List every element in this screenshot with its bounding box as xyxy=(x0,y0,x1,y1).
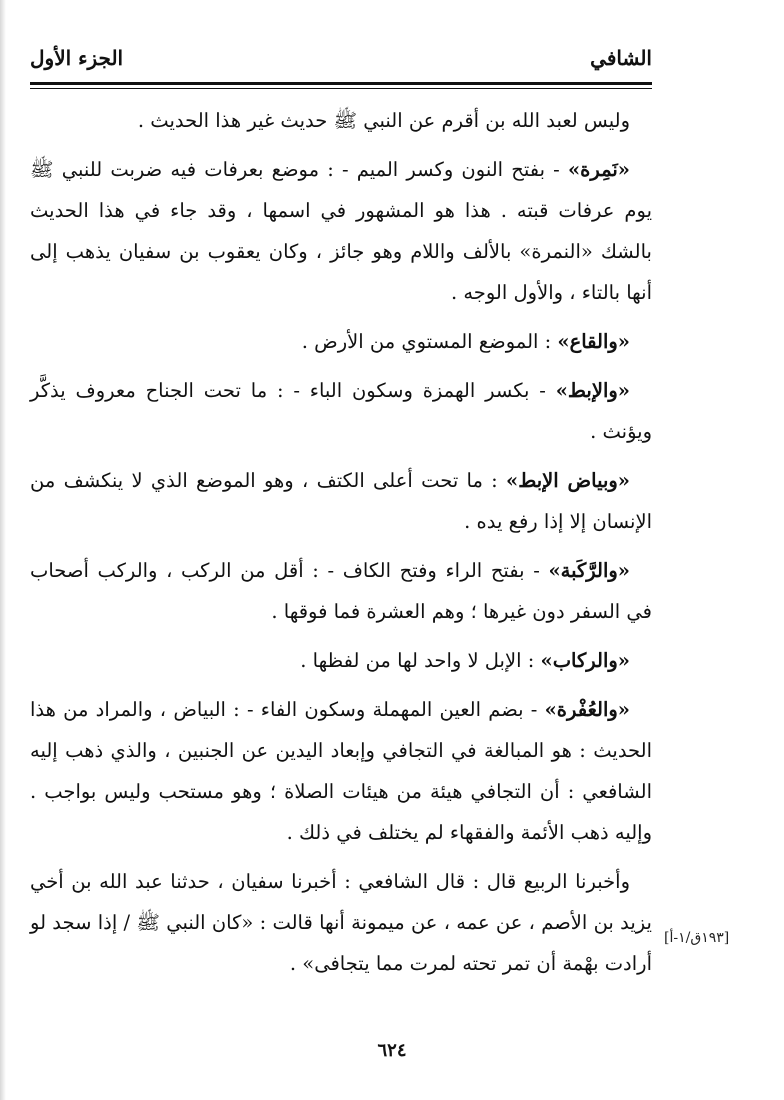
header-volume-label: الجزء الأول xyxy=(30,46,124,70)
paragraph xyxy=(30,861,652,984)
paragraph-text: وليس لعبد الله بن أقرم عن النبي ﷺ حديث غير هذا الحديث . xyxy=(137,109,630,132)
paragraph-text: : الموضع المستوي من الأرض . xyxy=(301,330,558,353)
paragraph xyxy=(30,100,652,141)
header-rule-thick xyxy=(30,82,652,85)
binding-edge xyxy=(0,0,6,1100)
running-header xyxy=(30,40,652,84)
header-rule-thin xyxy=(30,88,652,89)
paragraph-text: : الإبل لا واحد لها من لفظها . xyxy=(300,649,541,672)
paragraph xyxy=(30,370,652,452)
paragraph xyxy=(30,689,652,853)
paragraph-term: «والعُفْرة» xyxy=(544,698,630,721)
paragraph-text: - بفتح النون وكسر الميم - : موضع بعرفات فيه ضربت للنبي ﷺ يوم عرفات قبته . هذا هو المشهور في اسمها ، وقد جاء في هذا الحديث بالشك «النمرة» بالألف واللام وهو جائز ، وكان يعقوب بن سفيان يذهب إلى أنها بالتاء ، والأول الوجه . xyxy=(30,158,652,304)
page-number: ٦٢٤ xyxy=(377,1040,407,1061)
main-text xyxy=(30,100,652,992)
paragraph-term: «والإبط» xyxy=(555,379,630,402)
paragraph-term: «والرَّكَبة» xyxy=(548,559,630,582)
header-book-title: الشافي xyxy=(590,46,652,70)
paragraph-text: - بفتح الراء وفتح الكاف - : أقل من الركب ، والركب أصحاب في السفر دون غيرها ؛ وهم العشرة فما فوقها . xyxy=(30,559,652,623)
paragraph-term: «والركاب» xyxy=(540,649,630,672)
paragraph-term: «نَمِرة» xyxy=(567,158,630,181)
paragraph xyxy=(30,640,652,681)
paragraph xyxy=(30,550,652,632)
paragraph xyxy=(30,460,652,542)
paragraph-text: وأخبرنا الربيع قال : قال الشافعي : أخبرنا سفيان ، حدثنا عبد الله بن أخي يزيد بن الأصم ، عن عمه ، عن ميمونة أنها قالت : «كان النبي ﷺ / إذا سجد لو أرادت بهْمة أن تمر تحته لمرت مما يتجافى» . xyxy=(30,870,652,975)
paragraph-text: : ما تحت أعلى الكتف ، وهو الموضع الذي لا ينكشف من الإنسان إلا إذا رفع يده . xyxy=(30,469,652,533)
paragraph-text: - بكسر الهمزة وسكون الباء - : ما تحت الجناح معروف يذكَّر ويؤنث . xyxy=(30,379,652,443)
manuscript-folio-reference: [١٩٣ق/١-أ] xyxy=(664,930,730,946)
paragraph xyxy=(30,149,652,313)
paragraph xyxy=(30,321,652,362)
paragraph-term: «والقاع» xyxy=(557,330,630,353)
paragraph-text: - بضم العين المهملة وسكون الفاء - : البياض ، والمراد من هذا الحديث : هو المبالغة في التجافي وإبعاد اليدين عن الجنبين ، والذي ذهب إليه الشافعي : أن التجافي هيئة من هيئات الصلاة ؛ وهو مستحب وليس بواجب . وإليه ذهب الأئمة والفقهاء لم يختلف في ذلك . xyxy=(30,698,652,844)
paragraph-term: «وبياض الإبط» xyxy=(506,469,630,492)
